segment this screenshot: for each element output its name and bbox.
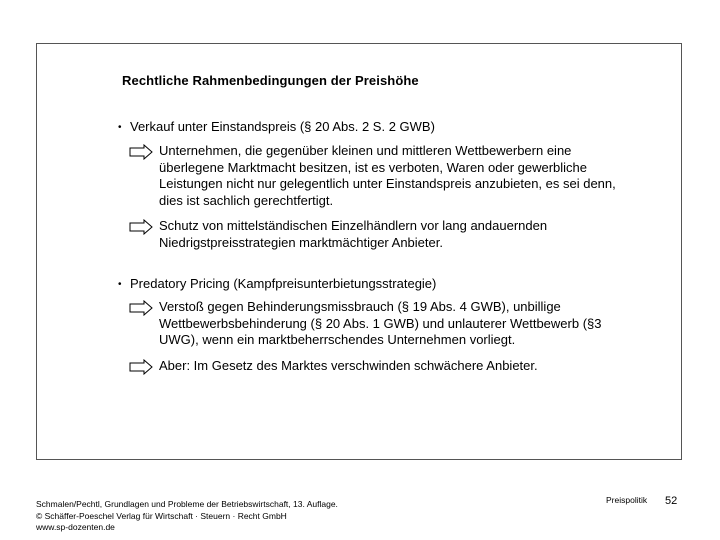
bullet-marker: •: [118, 122, 122, 133]
arrow-right-icon: [128, 300, 154, 316]
bullet-2-text: Predatory Pricing (Kampfpreisunterbietungsstrategie): [130, 276, 437, 291]
subpoint-2-2-text: Aber: Im Gesetz des Marktes verschwinden schwächere Anbieter.: [159, 358, 538, 373]
arrow-right-icon: [128, 219, 154, 235]
arrow-right-icon: [128, 144, 154, 160]
footer-line-2: © Schäffer-Poeschel Verlag für Wirtschaft · Steuern · Recht GmbH: [36, 510, 287, 521]
slide-frame: [36, 43, 682, 460]
bullet-1-text: Verkauf unter Einstandspreis (§ 20 Abs. 2 S. 2 GWB): [130, 119, 435, 134]
bullet-1: [118, 119, 435, 134]
subpoint-1-2-text: Schutz von mittelständischen Einzelhändlern vor lang andauernden Niedrigstpreisstrategien marktmächtiger Anbieter.: [159, 218, 548, 250]
footer-section: Preispolitik: [606, 495, 648, 505]
slide-title: Rechtliche Rahmenbedingungen der Preishöhe: [122, 73, 419, 88]
page-number: 52: [665, 495, 678, 507]
footer-line-3: www.sp-dozenten.de: [36, 522, 115, 532]
bullet-marker: •: [118, 279, 122, 290]
bullet-2: [118, 276, 436, 291]
footer-line-1: Schmalen/Pechtl, Grundlagen und Probleme der Betriebswirtschaft, 13. Auflage.: [36, 499, 338, 509]
subpoint-1-1-text: Unternehmen, die gegenüber kleinen und mittleren Wettbewerbern eine überlegene Marktmacht besitzen, ist es verboten, Waren oder gewerbliche Leistungen nicht nur gelegentlich unter Einstandspreis anzubieten, es sei denn, dies ist sachlich gerechtfertigt.: [159, 143, 616, 208]
footer-citation: [36, 499, 338, 534]
subpoint-2-1-text: Verstoß gegen Behinderungsmissbrauch (§ 19 Abs. 4 GWB), unbillige Wettbewerbsbehinderung (§ 20 Abs. 1 GWB) und unlauterer Wettbewerb (§3 UWG), wenn ein marktbeherrschendes Unternehmen vorliegt.: [159, 299, 602, 347]
arrow-right-icon: [128, 359, 154, 375]
